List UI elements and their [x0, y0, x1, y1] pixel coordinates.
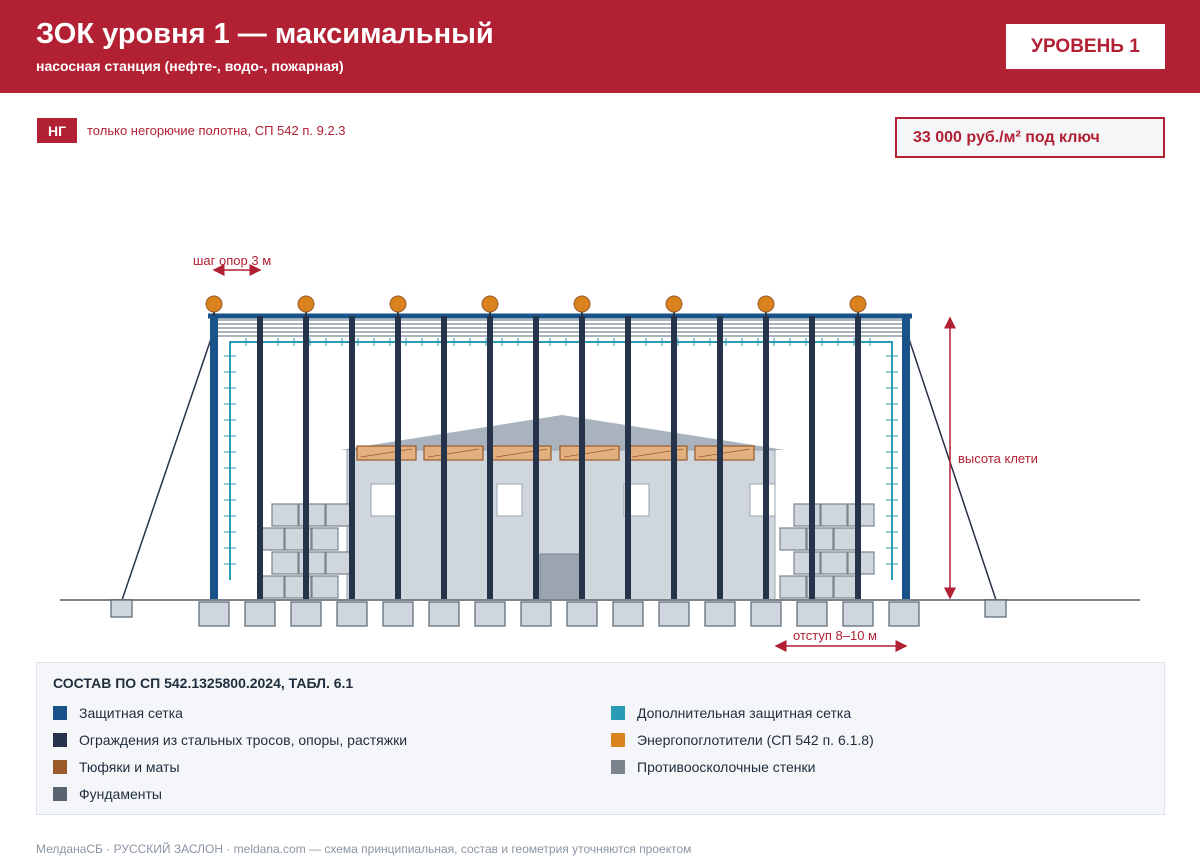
support-post: [487, 316, 493, 600]
support-post: [257, 316, 263, 600]
legend-label: Дополнительная защитная сетка: [637, 705, 852, 721]
wall-block: [780, 576, 806, 598]
wall-block: [272, 552, 298, 574]
foundation-block: [245, 602, 275, 626]
legend-item-anti-fragment-walls: [611, 759, 815, 775]
cage-height-label: высота клети: [958, 451, 1038, 466]
level-badge: УРОВЕНЬ 1: [1006, 24, 1165, 69]
price-box: 33 000 руб./м² под ключ: [895, 117, 1165, 158]
foundation-block: [383, 602, 413, 626]
legend-label: Энергопоглотители (СП 542 п. 6.1.8): [637, 732, 874, 748]
support-post: [441, 316, 447, 600]
support-post: [349, 316, 355, 600]
page-subtitle: насосная станция (нефте-, водо-, пожарная): [36, 58, 344, 74]
corner-post-right: [902, 316, 910, 600]
foundation-block: [889, 602, 919, 626]
support-step-label: шаг опор 3 м: [193, 253, 272, 268]
support-post: [855, 316, 861, 600]
foundation-block: [613, 602, 643, 626]
foundation-block: [705, 602, 735, 626]
support-step-dimension: [193, 253, 271, 270]
anchor-foundation: [111, 600, 132, 617]
legend-label: Тюфяки и маты: [79, 759, 180, 775]
support-post: [625, 316, 631, 600]
support-post: [533, 316, 539, 600]
foundation-block: [751, 602, 781, 626]
anchor-foundation: [985, 600, 1006, 617]
wall-block: [299, 552, 325, 574]
foundation-block: [429, 602, 459, 626]
support-post: [395, 316, 401, 600]
steel-cable-fence: [208, 316, 912, 336]
corner-post-left: [210, 316, 218, 600]
foundation-block: [843, 602, 873, 626]
wall-block: [794, 552, 820, 574]
energy-absorber: [390, 296, 406, 312]
legend-item-additional-mesh: [611, 705, 851, 721]
page-title: ЗОК уровня 1 — максимальный: [36, 18, 494, 50]
foundation-block: [199, 602, 229, 626]
wall-block: [272, 504, 298, 526]
legend-item-protective-mesh: [53, 705, 183, 721]
legend-item-cable-fence: [53, 732, 407, 748]
offset-dimension: [776, 628, 906, 646]
cage-height-dimension: [950, 318, 1038, 598]
wall-block: [821, 504, 847, 526]
legend-label: Ограждения из стальных тросов, опоры, растяжки: [79, 732, 408, 748]
legend-swatch: [611, 733, 625, 747]
foundation-block: [659, 602, 689, 626]
legend-swatch: [53, 760, 67, 774]
ng-badge: НГ: [37, 118, 77, 143]
foundation-block: [475, 602, 505, 626]
legend-swatch: [53, 733, 67, 747]
legend-title: СОСТАВ ПО СП 542.1325800.2024, ТАБЛ. 6.1: [53, 675, 354, 691]
ng-note: только негорючие полотна, СП 542 п. 9.2.3: [87, 123, 346, 138]
wall-block: [312, 576, 338, 598]
energy-absorber: [482, 296, 498, 312]
legend-label: Противоосколочные стенки: [637, 759, 816, 775]
legend: [36, 662, 1165, 815]
foundation-block: [797, 602, 827, 626]
legend-item-energy-absorbers: [611, 732, 874, 748]
wall-block: [312, 528, 338, 550]
legend-swatch: [53, 706, 67, 720]
wall-block: [326, 552, 352, 574]
support-post: [579, 316, 585, 600]
support-post: [671, 316, 677, 600]
energy-absorber: [850, 296, 866, 312]
legend-swatch: [611, 706, 625, 720]
energy-absorber: [574, 296, 590, 312]
foundations: [111, 600, 1006, 626]
offset-label: отступ 8–10 м: [793, 628, 877, 643]
wall-block: [780, 528, 806, 550]
support-post: [809, 316, 815, 600]
energy-absorber: [758, 296, 774, 312]
foundation-block: [291, 602, 321, 626]
legend-label: Защитная сетка: [79, 705, 183, 721]
wall-block: [326, 504, 352, 526]
energy-absorber: [206, 296, 222, 312]
legend-swatch: [53, 787, 67, 801]
wall-block: [299, 504, 325, 526]
support-post: [717, 316, 723, 600]
foundation-block: [337, 602, 367, 626]
legend-item-foundations: [53, 786, 162, 802]
foundation-block: [521, 602, 551, 626]
energy-absorber: [298, 296, 314, 312]
wall-block: [794, 504, 820, 526]
legend-item-mattresses: [53, 759, 180, 775]
energy-absorber: [666, 296, 682, 312]
wall-block: [821, 552, 847, 574]
foundation-block: [567, 602, 597, 626]
legend-label: Фундаменты: [79, 786, 162, 802]
footer-note: МелданаСБ · РУССКИЙ ЗАСЛОН · meldana.com — схема принципиальная, состав и геометрия уточняются проектом: [36, 842, 692, 856]
support-post: [763, 316, 769, 600]
legend-swatch: [611, 760, 625, 774]
energy-absorbers: [206, 296, 866, 316]
support-post: [303, 316, 309, 600]
